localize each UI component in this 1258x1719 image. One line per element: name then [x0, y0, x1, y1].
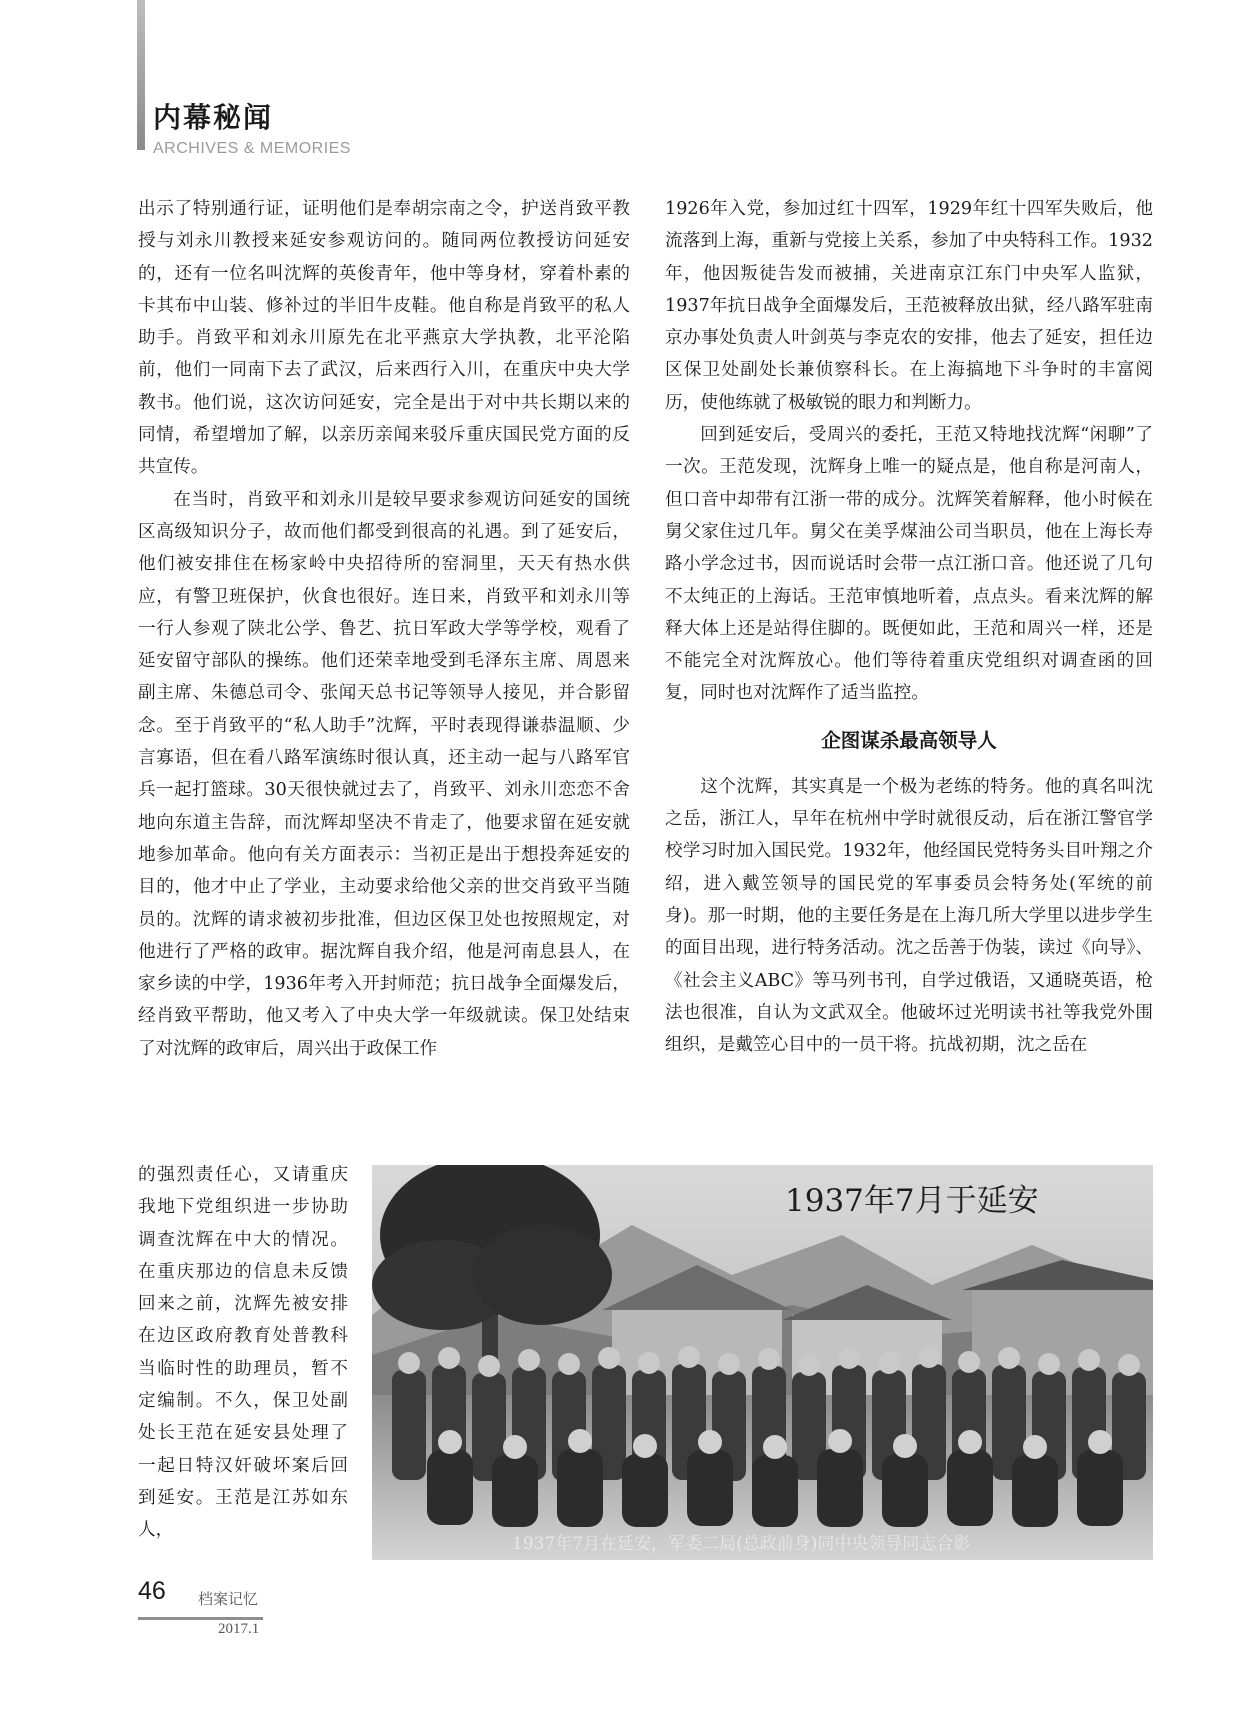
- group-photo-illustration: [372, 1165, 1153, 1560]
- section-title: 内幕秘闻: [153, 101, 274, 134]
- photo-stamp-date: 1937年7月于延安: [785, 1183, 1039, 1219]
- article-subheading: 企图谋杀最高领导人: [821, 728, 997, 752]
- section-subtitle: ARCHIVES & MEMORIES: [153, 140, 351, 157]
- footer-divider: [138, 1617, 263, 1620]
- issue-number: 2017.1: [218, 1621, 260, 1637]
- photo-caption: 1937年7月在延安，军委二局(总政前身)同中央领导同志合影: [512, 1534, 971, 1554]
- article-right-column: [665, 193, 1153, 1061]
- article-left-column: [138, 193, 630, 1065]
- paragraph: 回到延安后，受周兴的委托，王范又特地找沈辉“闲聊”了一次。王范发现，沈辉身上唯一的疑点是，他自称是河南人，但口音中却带有江浙一带的成分。沈辉笑着解释，他小时候在舅父家住过几年。舅父在美孚煤油公司当职员，他在上海长寿路小学念过书，因而说话时会带一点江浙口音。他还说了几句不太纯正的上海话。王范审慎地听着，点点头。看来沈辉的解释大体上还是站得住脚的。既便如此，王范和周兴一样，还是不能完全对沈辉放心。他们等待着重庆党组织对调查函的回复，同时也对沈辉作了适当监控。: [665, 425, 1153, 704]
- paragraph: 这个沈辉，其实真是一个极为老练的特务。他的真名叫沈之岳，浙江人，早年在杭州中学时就很反动，后在浙江警官学校学习时加入国民党。1932年，他经国民党特务头目叶翔之介绍，进入戴笠领导的国民党的军事委员会特务处(军统的前身)。那一时期，他的主要任务是在上海几所大学里以进步学生的面目出现，进行特务活动。沈之岳善于伪装，读过《向导》、《社会主义ABC》等马列书刊，自学过俄语，又通晓英语，枪法也很准，自认为文武双全。他破坏过光明读书社等我党外围组织，是戴笠心目中的一员干将。抗战初期，沈之岳在: [665, 776, 1153, 1056]
- section-side-bar: [137, 0, 145, 150]
- paragraph: 1926年入党，参加过红十四军，1929年红十四军失败后，他流落到上海，重新与党接上关系，参加了中央特科工作。1932年，他因叛徒告发而被捕，关进南京江东门中央军人监狱，1937年抗日战争全面爆发后，王范被释放出狱，经八路军驻南京办事处负责人叶剑英与李克农的安排，他去了延安，担任边区保卫处副处长兼侦察科长。在上海搞地下斗争时的丰富阅历，使他练就了极敏锐的眼力和判断力。: [665, 199, 1153, 413]
- paragraph: 出示了特别通行证，证明他们是奉胡宗南之令，护送肖致平教授与刘永川教授来延安参观访问的。随同两位教授访问延安的，还有一位名叫沈辉的英俊青年，他中等身材，穿着朴素的卡其布中山装、修补过的半旧牛皮鞋。他自称是肖致平的私人助手。肖致平和刘永川原先在北平燕京大学执教，北平沦陷前，他们一同南下去了武汉，后来西行入川，在重庆中央大学教书。他们说，这次访问延安，完全是出于对中共长期以来的同情，希望增加了解，以亲历亲闻来驳斥重庆国民党方面的反共宣传。: [138, 199, 630, 478]
- article-narrow-column: [138, 1159, 348, 1547]
- page-number: 46: [138, 1577, 166, 1605]
- paragraph: 的强烈责任心，又请重庆我地下党组织进一步协助调查沈辉在中大的情况。在重庆那边的信息未反馈回来之前，沈辉先被安排在边区政府教育处普教科当临时性的助理员，暂不定编制。不久，保卫处副处长王范在延安县处理了一起日特汉奸破坏案后回到延安。王范是江苏如东人，: [138, 1165, 348, 1541]
- group-photo: [372, 1165, 1153, 1560]
- magazine-name: 档案记忆: [198, 1590, 259, 1608]
- paragraph: 在当时，肖致平和刘永川是较早要求参观访问延安的国统区高级知识分子，故而他们都受到很高的礼遇。到了延安后，他们被安排住在杨家岭中央招待所的窑洞里，天天有热水供应，有警卫班保护，伙食也很好。连日来，肖致平和刘永川等一行人参观了陕北公学、鲁艺、抗日军政大学等学校，观看了延安留守部队的操练。他们还荣幸地受到毛泽东主席、周恩来副主席、朱德总司令、张闻天总书记等领导人接见，并合影留念。至于肖致平的“私人助手”沈辉，平时表现得谦恭温顺、少言寡语，但在看八路军演练时很认真，还主动一起与八路军官兵一起打篮球。30天很快就过去了，肖致平、刘永川恋恋不舍地向东道主告辞，而沈辉却坚决不肯走了，他要求留在延安就地参加革命。他向有关方面表示：当初正是出于想投奔延安的目的，他才中止了学业，主动要求给他父亲的世交肖致平当随员的。沈辉的请求被初步批准，但边区保卫处也按照规定，对他进行了严格的政审。据沈辉自我介绍，他是河南息县人，在家乡读的中学，1936年考入开封师范；抗日战争全面爆发后，经肖致平帮助，他又考入了中央大学一年级就读。保卫处结束了对沈辉的政审后，周兴出于政保工作: [138, 489, 630, 1059]
